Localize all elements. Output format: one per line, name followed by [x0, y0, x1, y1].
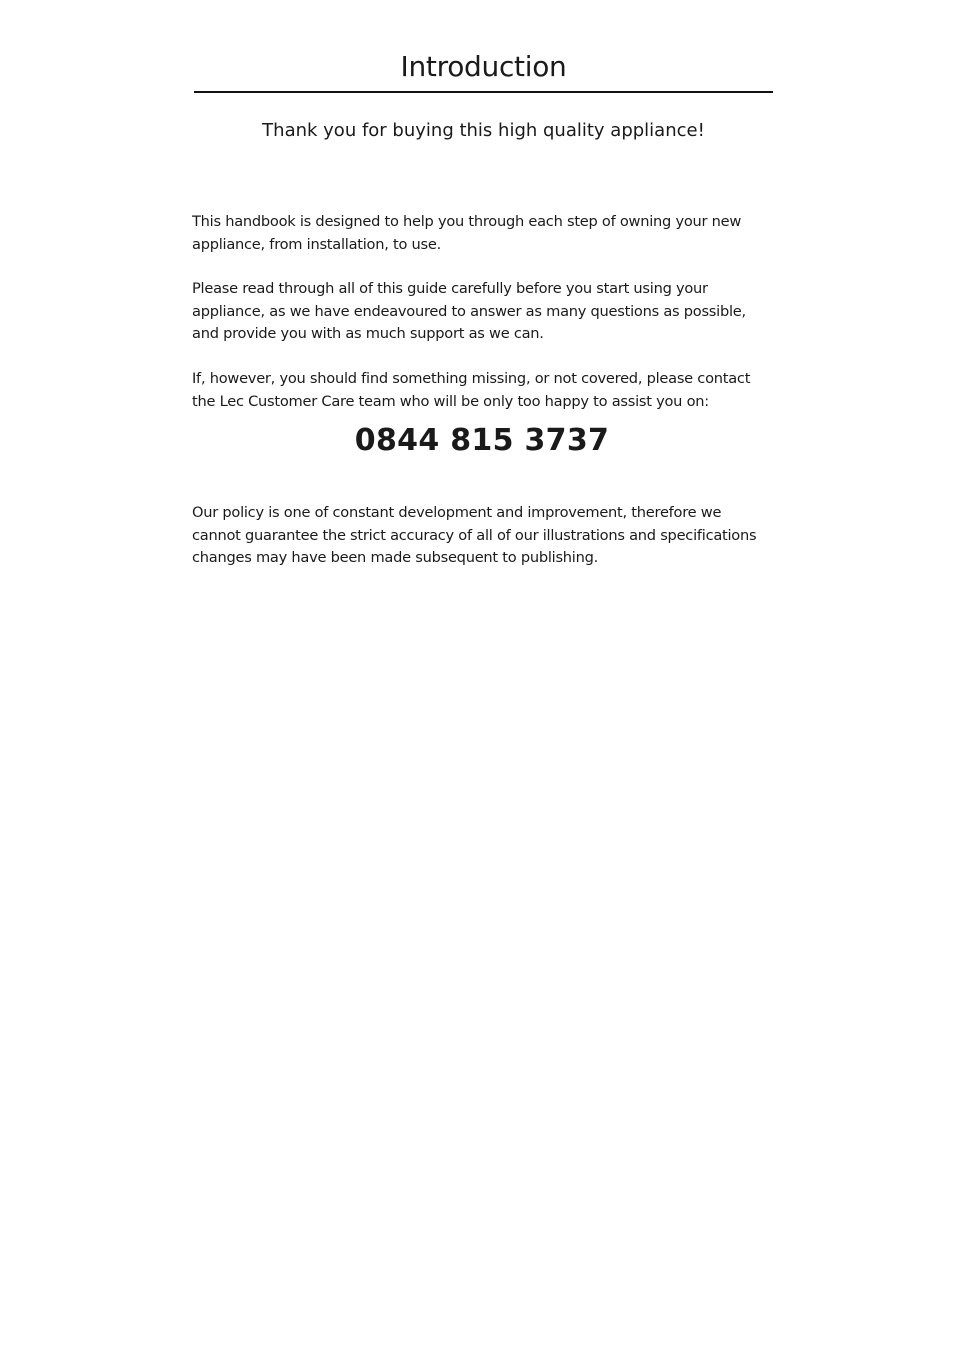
read-guide-paragraph: Please read through all of this guide carefully before you start using your appliance, as we have endeavoured to answer as many questions as possible, and provide you with as much support as we can. [192, 280, 746, 342]
customer-care-paragraph: If, however, you should find something missing, or not covered, please contact the Lec Customer Care team who will be only too happy to assist you on: [192, 370, 751, 410]
title-underline [194, 91, 773, 93]
thank-you-line: Thank you for buying this high quality appliance! [262, 120, 705, 141]
policy-paragraph: Our policy is one of constant development and improvement, therefore we cannot guarantee the strict accuracy of all of our illustrations and specifications changes may have been made subsequent to publishing. [192, 504, 757, 566]
intro-paragraph: This handbook is designed to help you through each step of owning your new appliance, from installation, to use. [192, 213, 742, 253]
page-title: Introduction [400, 50, 567, 83]
customer-care-phone-number: 0844 815 3737 [354, 423, 610, 458]
